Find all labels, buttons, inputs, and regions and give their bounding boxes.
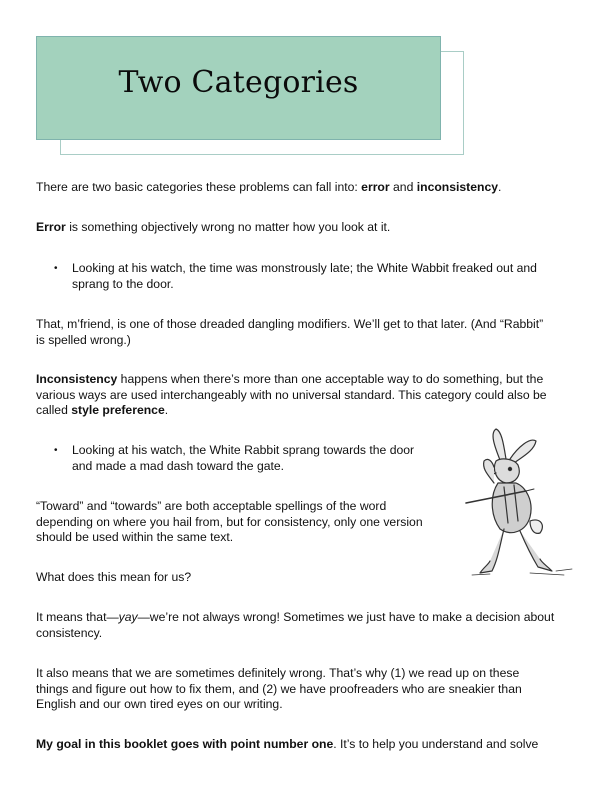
error-example-line: Looking at his watch, the time was monstrously late; the White Wabbit freaked out and [72, 261, 537, 275]
inconsistency-explanation-line: “Toward” and “towards” are both acceptable spellings of the word [36, 499, 387, 513]
bullet-marker: • [54, 445, 58, 456]
inconsistency-example-line: and made a mad dash toward the gate. [72, 458, 285, 473]
inconsistency-definition-end: . [164, 403, 169, 417]
intro-term-inconsistency: inconsistency [416, 180, 499, 194]
inconsistency-example-line: Looking at his watch, the White Rabbit sprang towards the door [72, 443, 415, 457]
error-explanation-line: is spelled wrong.) [36, 332, 131, 347]
error-definition-text: is something objectively wrong no matter how you look at it. [65, 220, 391, 234]
answer-paragraph [36, 610, 581, 641]
error-explanation [36, 317, 581, 348]
white-rabbit-illustration-icon [460, 425, 580, 585]
title-banner [36, 36, 441, 140]
style-preference-term: style preference [71, 403, 165, 417]
inconsistency-explanation-line: depending on where you hail from, but for consistency, only one version [36, 514, 423, 529]
error-explanation-line: That, m’friend, is one of those dreaded dangling modifiers. We’ll get to that later. (And “Rabbit” [36, 317, 544, 331]
intro-term-error: error [361, 180, 390, 194]
inconsistency-explanation [36, 499, 456, 546]
intro-text-mid: and [389, 180, 417, 194]
inconsistency-definition-line: called [36, 403, 72, 417]
inconsistency-explanation-line: should be used within the same text. [36, 530, 234, 544]
error-example [72, 261, 572, 292]
inconsistency-definition-line: happens when there’s more than one acceptable way to do something, but the [117, 372, 544, 386]
error-definition [36, 220, 581, 236]
inconsistency-term: Inconsistency [36, 372, 118, 386]
question-paragraph: What does this mean for us? [36, 570, 192, 584]
also-paragraph [36, 666, 581, 713]
inconsistency-example [72, 443, 452, 474]
inconsistency-definition-line: various ways are used interchangeably with no universal standard. This category could also be [36, 387, 547, 402]
goal-text: . It’s to help you understand and solve [333, 737, 539, 751]
answer-text: consistency. [36, 625, 103, 640]
answer-text: It means that— [36, 610, 119, 624]
answer-emphasis: yay [118, 610, 138, 624]
also-line: It also means that we are sometimes definitely wrong. That’s why (1) we read up on these [36, 666, 520, 680]
intro-paragraph [36, 180, 581, 196]
intro-text: There are two basic categories these problems can fall into: [36, 180, 362, 194]
also-line: things and figure out how to fix them, and (2) we have proofreaders who are sneakier than [36, 681, 522, 696]
page-title: Two Categories [118, 65, 359, 100]
answer-text: —we’re not always wrong! Sometimes we just have to make a decision about [137, 610, 555, 624]
bullet-marker: • [54, 263, 58, 274]
error-example-line: sprang to the door. [72, 276, 174, 291]
intro-text-end: . [498, 180, 502, 194]
error-term: Error [36, 220, 66, 234]
goal-emphasis: My goal in this booklet goes with point number one [36, 737, 334, 751]
also-line: English and our own tired eyes on our writing. [36, 697, 283, 711]
inconsistency-definition [36, 372, 581, 419]
goal-paragraph [36, 737, 581, 753]
